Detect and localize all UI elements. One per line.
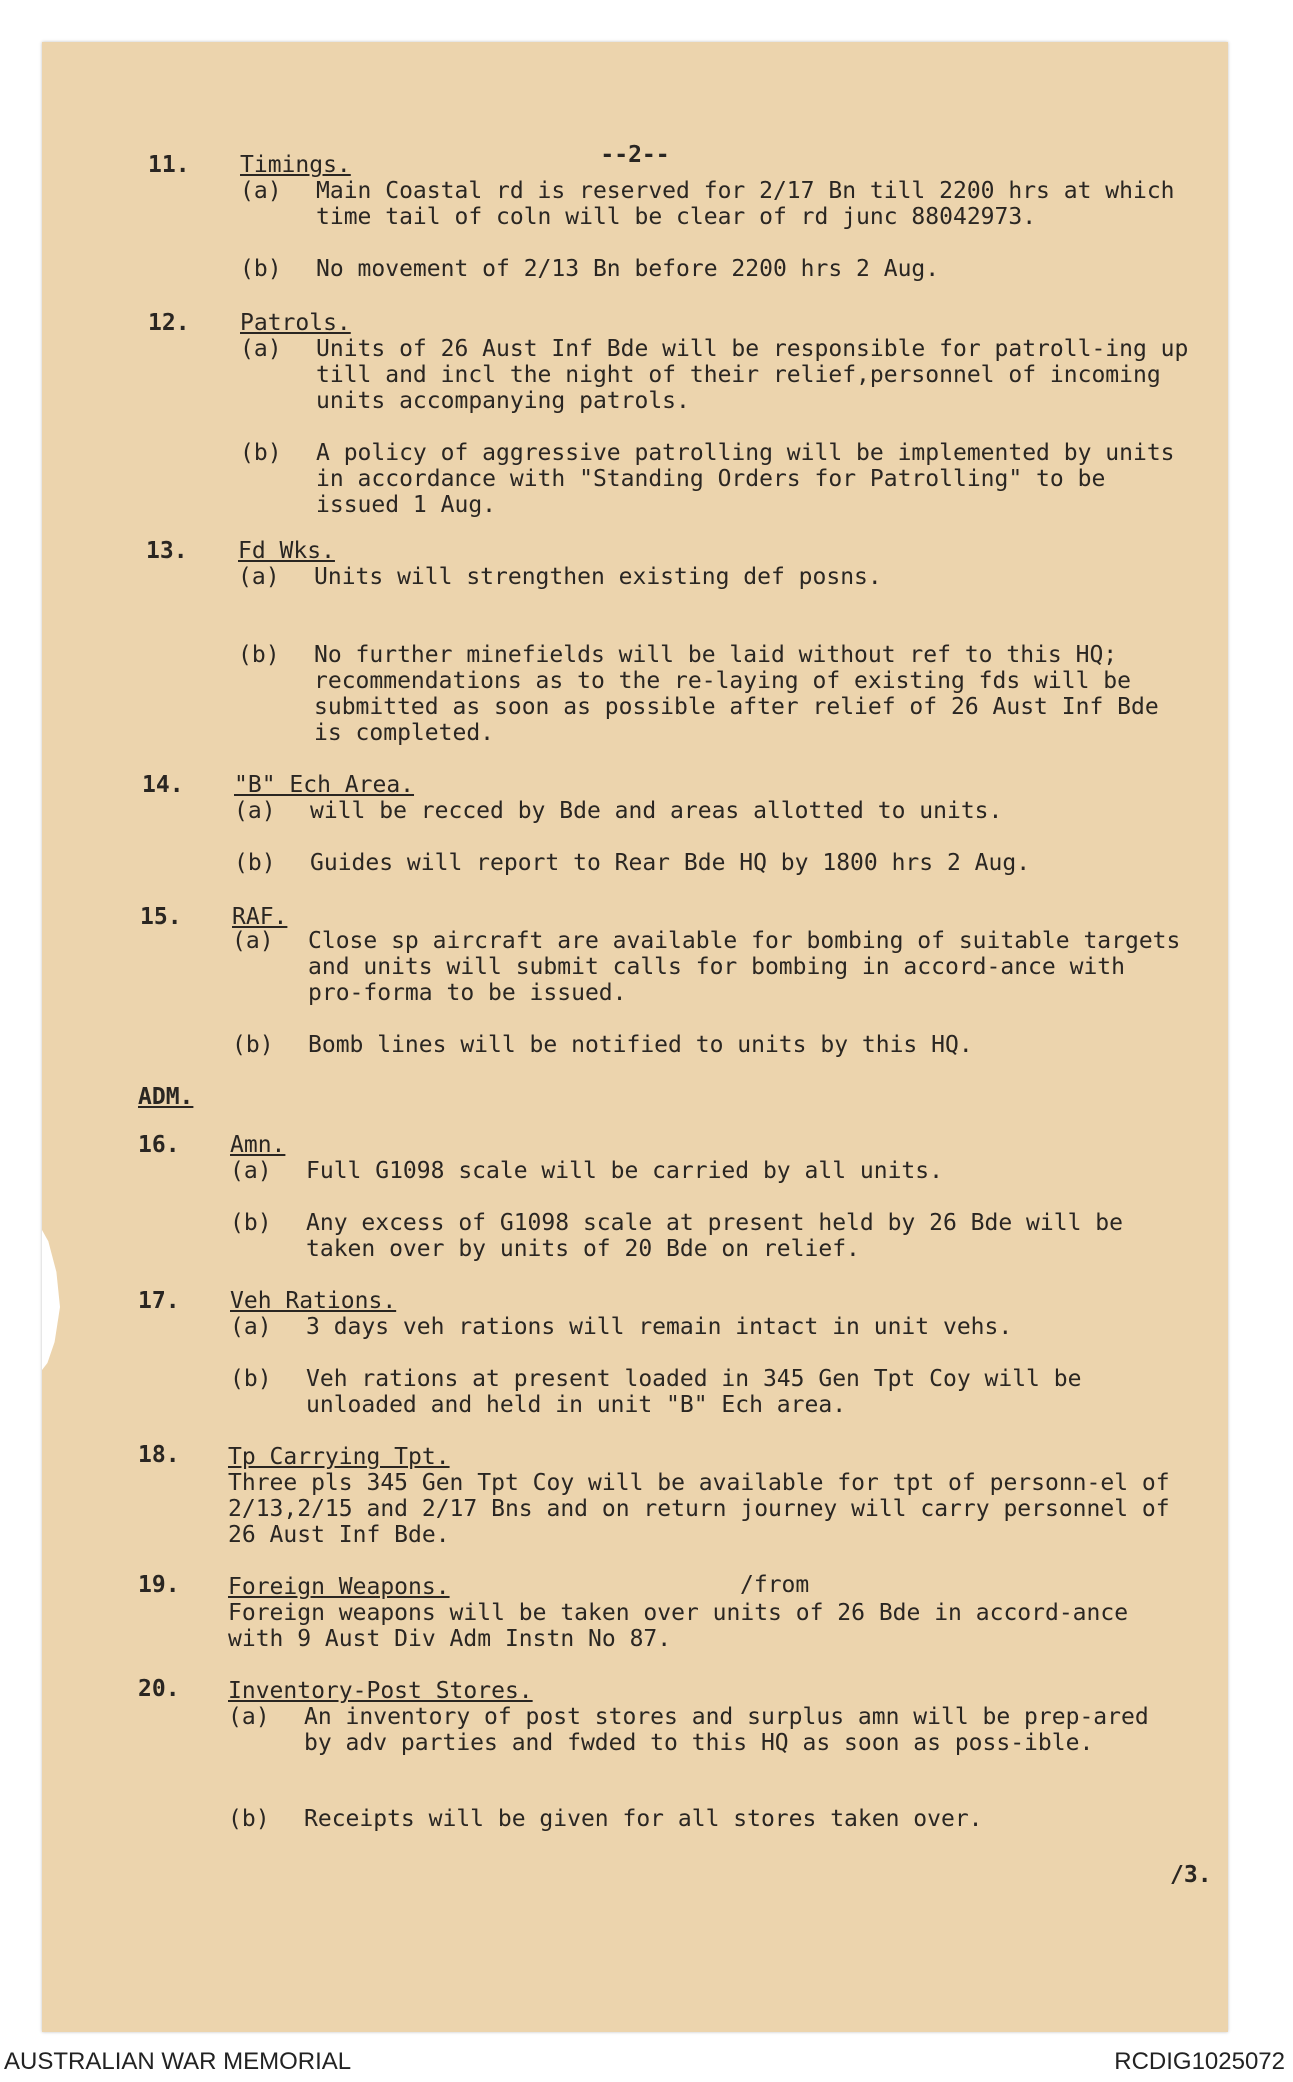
subparagraph-text: Bomb lines will be notified to units by this HQ.: [308, 1032, 973, 1058]
subparagraph-text: Guides will report to Rear Bde HQ by 1800 hrs 2 Aug.: [310, 850, 1031, 876]
subparagraph-text: Veh rations at present loaded in 345 Gen Tpt Coy will be unloaded and held in unit "B" Ech area.: [306, 1366, 1082, 1418]
section-number: 12.: [148, 310, 190, 336]
subparagraph-text: No further minefields will be laid without ref to this HQ; recommendations as to the re-laying of existing fds will be submitted as soon as possible after relief of 26 Aust Inf Bde is completed.: [314, 642, 1159, 746]
section-number: 19.: [138, 1572, 180, 1598]
subparagraph-text: A policy of aggressive patrolling will be implemented by units in accordance with "Standing Orders for Patrolling" to be issued 1 Aug.: [316, 440, 1175, 518]
subparagraph-label: (b): [238, 642, 280, 668]
subparagraph-label: (a): [240, 178, 282, 204]
section-number: 14.: [142, 772, 184, 798]
section-number: 17.: [138, 1288, 180, 1314]
continuation-marker: /3.: [1170, 1862, 1212, 1888]
subparagraph-text: Close sp aircraft are available for bombing of suitable targets and units will submit calls for bombing in accord-ance with pro-forma to be issued.: [308, 928, 1181, 1006]
subparagraph-label: (b): [230, 1366, 272, 1392]
subparagraph-text: will be recced by Bde and areas allotted to units.: [310, 798, 1003, 824]
section-number: 11.: [148, 152, 190, 178]
subparagraph-text: Units will strengthen existing def posns.: [314, 564, 882, 590]
section-heading: Timings.: [240, 152, 351, 178]
section-number: 15.: [140, 904, 182, 930]
subparagraph-label: (a): [238, 564, 280, 590]
document-page: [42, 42, 1228, 2032]
insertion-note: /from: [740, 1572, 810, 1598]
subparagraph-label: (b): [230, 1210, 272, 1236]
subparagraph-text: An inventory of post stores and surplus amn will be prep-ared by adv parties and fwded to this HQ as soon as poss-ible.: [304, 1704, 1149, 1756]
archive-id: RCDIG1025072: [1114, 2048, 1285, 2075]
section-heading: Fd Wks.: [238, 538, 335, 564]
subparagraph-label: (b): [228, 1806, 270, 1832]
subparagraph-text: Main Coastal rd is reserved for 2/17 Bn till 2200 hrs at which time tail of coln will be clear of rd junc 88042973.: [316, 178, 1175, 230]
section-number: 16.: [138, 1132, 180, 1158]
subparagraph-text: Receipts will be given for all stores taken over.: [304, 1806, 983, 1832]
subparagraph-label: (a): [234, 798, 276, 824]
subparagraph-label: (a): [240, 336, 282, 362]
section-heading: Veh Rations.: [230, 1288, 397, 1314]
subparagraph-label: (a): [230, 1314, 272, 1340]
section-text: Three pls 345 Gen Tpt Coy will be available for tpt of personn-el of 2/13,2/15 and 2/17 Bns and on return journey will carry personnel of 26 Aust Inf Bde.: [228, 1470, 1170, 1548]
subparagraph-text: Full G1098 scale will be carried by all units.: [306, 1158, 943, 1184]
section-heading: "B" Ech Area.: [234, 772, 415, 798]
section-text: Foreign weapons will be taken over units of 26 Bde in accord-ance with 9 Aust Div Adm Instn No 87.: [228, 1600, 1129, 1652]
adm-heading: ADM.: [138, 1084, 194, 1110]
subparagraph-label: (a): [230, 1158, 272, 1184]
archive-credit: AUSTRALIAN WAR MEMORIAL: [4, 2048, 352, 2075]
subparagraph-label: (a): [228, 1704, 270, 1730]
section-heading: RAF.: [232, 904, 288, 930]
subparagraph-text: Units of 26 Aust Inf Bde will be responsible for patroll-ing up till and incl the night of their relief,personnel of incoming units accompanying patrols.: [316, 336, 1189, 414]
subparagraph-label: (a): [232, 928, 274, 954]
subparagraph-text: Any excess of G1098 scale at present held by 26 Bde will be taken over by units of 20 Bde on relief.: [306, 1210, 1123, 1262]
section-heading: Foreign Weapons.: [228, 1574, 450, 1600]
subparagraph-text: No movement of 2/13 Bn before 2200 hrs 2 Aug.: [316, 256, 940, 282]
section-number: 13.: [146, 538, 188, 564]
subparagraph-label: (b): [240, 256, 282, 282]
section-heading: Patrols.: [240, 310, 351, 336]
section-heading: Amn.: [230, 1132, 286, 1158]
section-number: 20.: [138, 1676, 180, 1702]
section-heading: Inventory-Post Stores.: [228, 1678, 533, 1704]
section-number: 18.: [138, 1442, 180, 1468]
section-heading: Tp Carrying Tpt.: [228, 1444, 450, 1470]
subparagraph-label: (b): [234, 850, 276, 876]
page-number: --2--: [600, 142, 670, 168]
subparagraph-label: (b): [232, 1032, 274, 1058]
subparagraph-text: 3 days veh rations will remain intact in unit vehs.: [306, 1314, 1013, 1340]
subparagraph-label: (b): [240, 440, 282, 466]
